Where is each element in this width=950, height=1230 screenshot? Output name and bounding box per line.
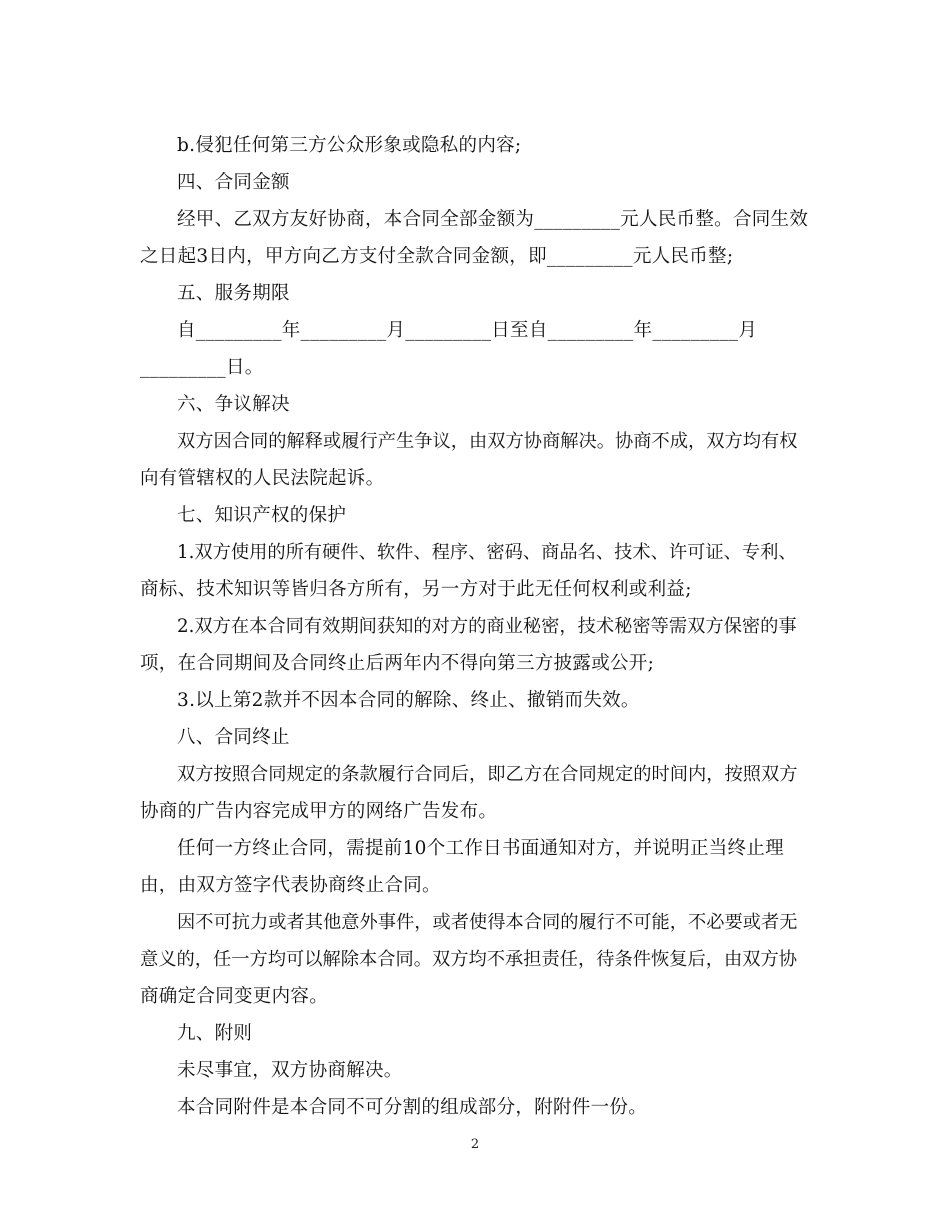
- section-heading-dispute-resolution: 六、争议解决: [177, 394, 290, 415]
- termination-paragraph-2-line-2: 由，由双方签字代表协商终止合同。: [140, 875, 441, 896]
- ip-clause-2-line-2: 项，在合同期间及合同终止后两年内不得向第三方披露或公开;: [140, 653, 655, 674]
- ip-clause-3: 3.以上第2款并不因本合同的解除、终止、撤销而失效。: [177, 690, 640, 711]
- dispute-paragraph-line-1: 双方因合同的解释或履行产生争议，由双方协商解决。协商不成，双方均有权: [177, 431, 798, 452]
- paragraph-amount-line-1: 经甲、乙双方友好协商，本合同全部金额为_________元人民币整。合同生效: [177, 209, 809, 230]
- ip-clause-2-line-1: 2.双方在本合同有效期间获知的对方的商业秘密，技术秘密等需双方保密的事: [177, 616, 797, 637]
- paragraph-amount-line-2: 之日起3日内，甲方向乙方支付全款合同金额，即_________元人民币整;: [140, 246, 734, 267]
- section-heading-termination: 八、合同终止: [177, 727, 290, 748]
- termination-paragraph-3-line-1: 因不可抗力或者其他意外事件，或者使得本合同的履行不可能，不必要或者无: [177, 912, 798, 933]
- section-heading-contract-amount: 四、合同金额: [177, 172, 290, 193]
- termination-paragraph-2-line-1: 任何一方终止合同，需提前10个工作日书面通知对方，并说明正当终止理: [177, 838, 784, 859]
- section-heading-supplementary: 九、附则: [177, 1023, 253, 1044]
- termination-paragraph-3-line-2: 意义的，任一方均可以解除本合同。双方均不承担责任，待条件恢复后，由双方协: [140, 949, 797, 970]
- supplementary-line-2: 本合同附件是本合同不可分割的组成部分，附附件一份。: [177, 1097, 648, 1118]
- clause-b-privacy: b.侵犯任何第三方公众形象或隐私的内容;: [177, 135, 522, 156]
- supplementary-line-1: 未尽事宜，双方协商解决。: [177, 1060, 403, 1081]
- termination-paragraph-3-line-3: 商确定合同变更内容。: [140, 986, 329, 1007]
- service-period-line-2: _________日。: [140, 357, 264, 378]
- section-heading-service-period: 五、服务期限: [177, 283, 290, 304]
- document-body: [140, 127, 812, 1126]
- ip-clause-1-line-2: 商标、技术知识等皆归各方所有，另一方对于此无任何权利或利益;: [140, 579, 692, 600]
- ip-clause-1-line-1: 1.双方使用的所有硬件、软件、程序、密码、商品名、技术、许可证、专利、: [177, 542, 797, 563]
- dispute-paragraph-line-2: 向有管辖权的人民法院起诉。: [140, 468, 385, 489]
- termination-paragraph-1-line-2: 协商的广告内容完成甲方的网络广告发布。: [140, 801, 498, 822]
- section-heading-ip-protection: 七、知识产权的保护: [177, 505, 347, 526]
- termination-paragraph-1-line-1: 双方按照合同规定的条款履行合同后，即乙方在合同规定的时间内，按照双方: [177, 764, 798, 785]
- page-number: 2: [470, 1137, 480, 1152]
- service-period-line-1: 自_________年_________月_________日至自_________年_________月: [177, 320, 758, 341]
